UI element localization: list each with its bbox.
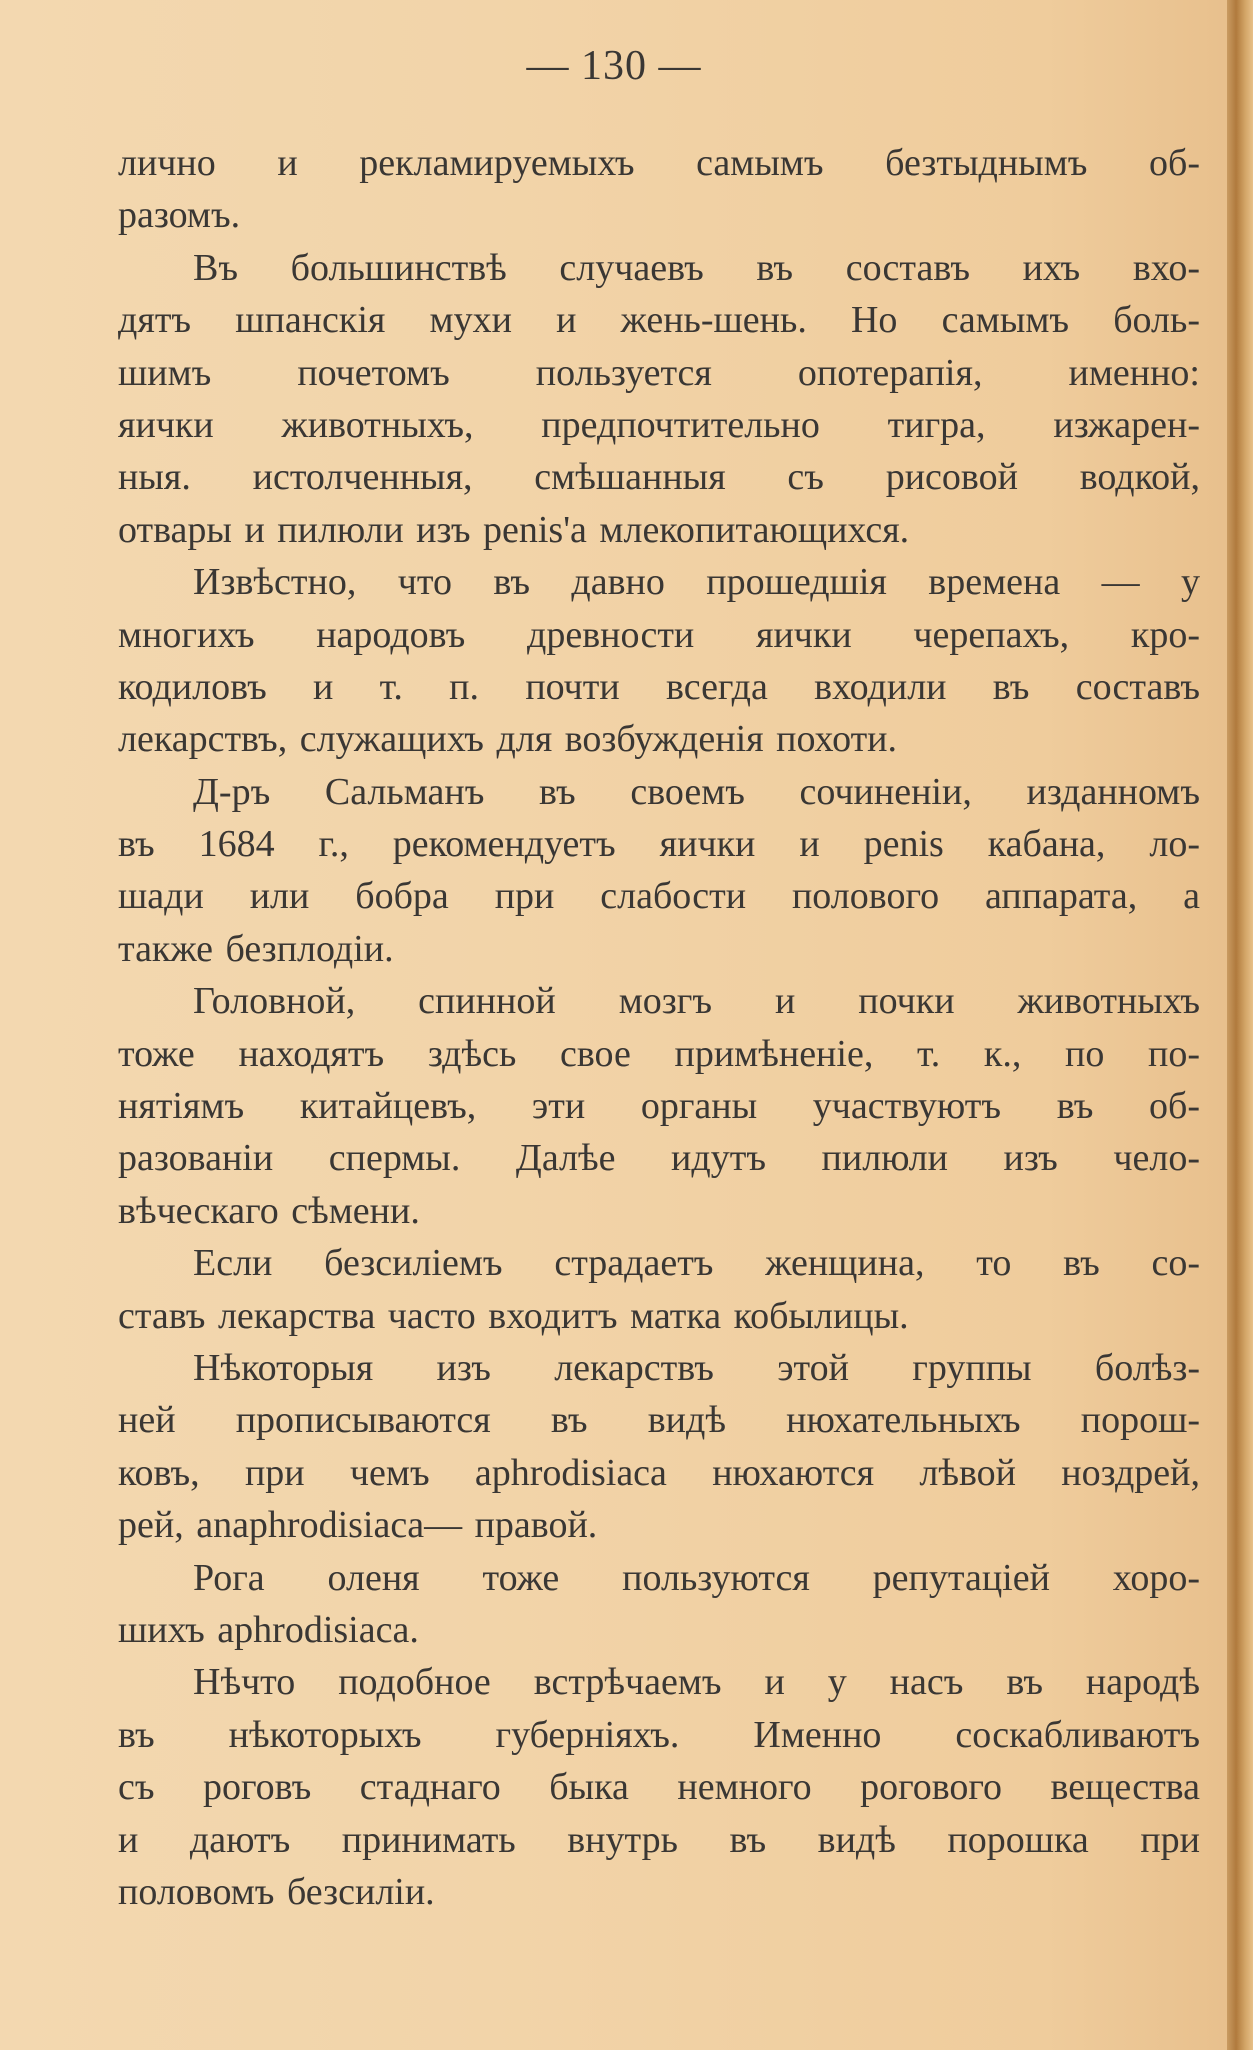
text-line: Головной, спинной мозгъ и почки животныхъ: [193, 980, 1200, 1023]
page-body-text: [118, 137, 1200, 1918]
text-line: рей, anaphrodisiaca— правой.: [118, 1504, 598, 1547]
text-line: дятъ шпанскія мухи и жень-шень. Но самымъ боль-: [118, 299, 1200, 342]
text-line: вѣческаго сѣмени.: [118, 1189, 420, 1232]
text-line: шади или бобра при слабости полового аппарата, а: [118, 875, 1200, 918]
text-line: Въ большинствѣ случаевъ въ составъ ихъ вхо-: [193, 246, 1200, 289]
text-line: нятіямъ китайцевъ, эти органы участвуютъ въ об-: [118, 1085, 1200, 1128]
text-line: съ роговъ стаднаго быка немного рогового вещества: [118, 1766, 1200, 1809]
text-line: въ 1684 г., рекомендуетъ яички и penis кабана, ло-: [118, 823, 1200, 866]
text-line: Если безсиліемъ страдаетъ женщина, то въ со-: [193, 1242, 1200, 1285]
text-line: ставъ лекарства часто входитъ матка кобылицы.: [118, 1294, 909, 1337]
text-line: Рога оленя тоже пользуются репутаціей хоро-: [193, 1556, 1200, 1599]
text-line: ней прописываются въ видѣ нюхательныхъ порош-: [118, 1399, 1200, 1442]
text-line: многихъ народовъ древности яички черепахъ, кро-: [118, 613, 1200, 656]
text-line: Д-ръ Сальманъ въ своемъ сочиненіи, изданномъ: [193, 770, 1200, 813]
text-line: половомъ безсиліи.: [118, 1870, 435, 1913]
text-line: также безплодіи.: [118, 927, 394, 970]
text-line: яички животныхъ, предпочтительно тигра, изжарен-: [118, 403, 1200, 446]
page-number: — 130 —: [526, 43, 702, 89]
book-spine-edge: [1227, 0, 1253, 2050]
text-line: разомъ.: [118, 194, 241, 237]
text-line: лекарствъ, служащихъ для возбужденія похоти.: [118, 718, 898, 761]
text-line: тоже находятъ здѣсь свое примѣненіе, т. к., по по-: [118, 1032, 1200, 1075]
text-line: шихъ aphrodisiaca.: [118, 1608, 419, 1651]
text-line: ковъ, при чемъ aphrodisiaca нюхаются лѣвой ноздрей,: [118, 1451, 1200, 1494]
text-line: Нѣчто подобное встрѣчаемъ и у насъ въ народѣ: [193, 1661, 1200, 1704]
text-line: Нѣкоторыя изъ лекарствъ этой группы болѣз-: [193, 1346, 1200, 1389]
text-line: и даютъ принимать внутрь въ видѣ порошка при: [118, 1818, 1200, 1861]
text-line: ныя. истолченныя, смѣшанныя съ рисовой водкой,: [118, 456, 1200, 499]
text-line: Извѣстно, что въ давно прошедшія времена — у: [193, 561, 1200, 604]
text-line: разованіи спермы. Далѣе идутъ пилюли изъ чело-: [118, 1137, 1200, 1180]
text-line: лично и рекламируемыхъ самымъ безтыднымъ об-: [118, 142, 1200, 184]
text-line: отвары и пилюли изъ penis'а млекопитающихся.: [118, 508, 910, 551]
text-line: въ нѣкоторыхъ губерніяхъ. Именно соскабливаютъ: [118, 1713, 1200, 1756]
text-line: кодиловъ и т. п. почти всегда входили въ составъ: [118, 665, 1200, 708]
text-line: шимъ почетомъ пользуется опотерапія, именно:: [118, 351, 1200, 394]
